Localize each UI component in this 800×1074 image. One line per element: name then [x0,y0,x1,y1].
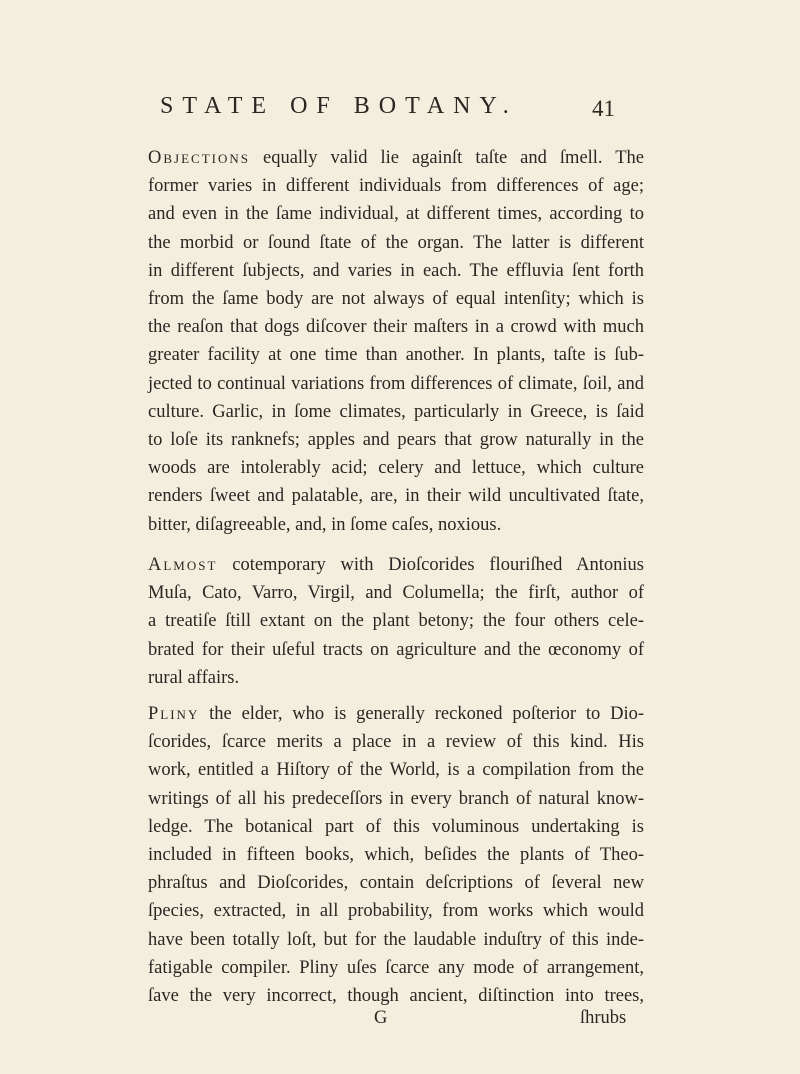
running-title: STATE OF BOTANY. [160,93,518,119]
paragraph-lead: Objections [148,148,250,168]
text-line: the elder, who is generally reckoned poſterior to Dio- [199,704,644,724]
text-line: former varies in different individuals from differences of age; [148,176,644,197]
text-line: fatigable compiler. Pliny uſes ſcarce any mode of arrangement, [148,957,644,978]
text-line: culture. Garlic, in ſome climates, particularly in Greece, is ſaid [148,401,644,422]
text-line: and even in the ſame individual, at different times, according to [148,204,644,225]
text-line: ſave the very incorrect, though ancient, diſtinction into trees, [148,986,644,1007]
text-line: from the ſame body are not always of equal intenſity; which is [148,289,644,310]
text-line: renders ſweet and palatable, are, in their wild uncultivated ſtate, [148,486,644,507]
paragraph-almost [148,551,644,692]
text-line: Muſa, Cato, Varro, Virgil, and Columella; the firſt, author of [148,583,644,604]
paragraph-lead: Pliny [148,704,200,724]
text-line: jected to continual variations from differences of climate, ſoil, and [148,373,644,394]
text-line: rural affairs. [148,667,240,688]
text-line: phraſtus and Dioſcorides, contain deſcriptions of ſeveral new [148,873,644,894]
text-line: have been totally loſt, but for the laudable induſtry of this inde- [148,929,644,950]
text-line: cotemporary with Dioſcorides flouriſhed Antonius [217,555,644,575]
page-number: 41 [592,96,615,121]
catchword: ſhrubs [580,1008,627,1028]
paragraph-pliny [148,700,644,1010]
text-line: woods are intolerably acid; celery and lettuce, which culture [148,458,644,479]
text-line: work, entitled a Hiſtory of the World, is a compilation from the [148,760,644,781]
text-line: included in fifteen books, which, beſides the plants of Theo- [148,845,644,866]
text-line: the morbid or ſound ſtate of the organ. The latter is different [148,232,644,253]
text-line: greater facility at one time than another. In plants, taſte is ſub- [148,345,644,366]
paragraph-objections [148,144,644,539]
signature-mark: G [374,1008,388,1028]
text-line: equally valid lie againſt taſte and ſmell. The [249,148,644,168]
paragraph-lead: Almost [148,555,218,575]
text-line: writings of all his predeceſſors in every branch of natural know- [148,788,644,809]
text-line: the reaſon that dogs diſcover their maſters in a crowd with much [148,317,644,338]
text-line: to loſe its ranknefs; apples and pears that grow naturally in the [148,430,644,451]
text-line: in different ſubjects, and varies in each. The effluvia ſent forth [148,260,644,281]
text-line: ledge. The botanical part of this voluminous undertaking is [148,816,644,837]
text-line: brated for their uſeful tracts on agriculture and the œconomy of [148,639,644,660]
text-line: ſcorides, ſcarce merits a place in a review of this kind. His [148,732,644,753]
text-line: a treatiſe ſtill extant on the plant betony; the four others cele- [148,611,644,632]
text-line: bitter, diſagreeable, and, in ſome caſes, noxious. [148,514,502,535]
text-line: ſpecies, extracted, in all probability, from works which would [148,901,644,922]
